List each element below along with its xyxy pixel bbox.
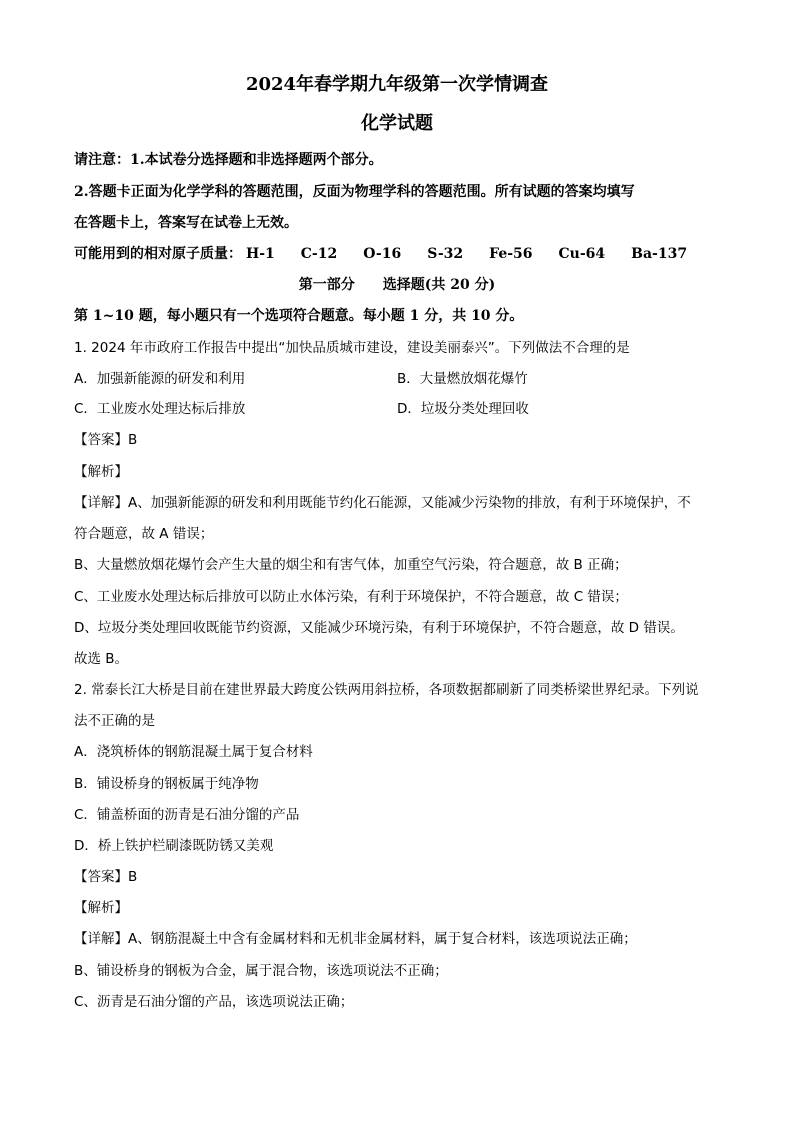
exam-subtitle: 化学试题 (361, 113, 433, 134)
question-2-option-a: A．浇筑桥体的钢筋混凝土属于复合材料 (74, 744, 313, 760)
question-1-option-d: D．垃圾分类处理回收 (397, 401, 529, 417)
question-1-option-b: B．大量燃放烟花爆竹 (397, 371, 528, 387)
question-2-option-d: D．桥上铁护栏刷漆既防锈又美观 (74, 838, 274, 854)
atomic-mass-item: H-1 (246, 246, 275, 262)
atomic-masses-label: 可能用到的相对原子质量： (74, 246, 242, 262)
section-title: 第一部分 选择题(共 20 分) (298, 277, 496, 293)
question-1-stem: 1. 2024 年市政府工作报告中提出“加快品质城市建设，建设美丽泰兴”。下列做法不合理的是 (74, 340, 630, 356)
question-1-detail-line: C、工业废水处理达标后排放可以防止水体污染，有利于环境保护，不符合题意，故 C 错误； (74, 589, 628, 605)
notice-line-1: 请注意：1.本试卷分选择题和非选择题两个部分。 (74, 152, 383, 168)
question-1-detail-line: 故选 B。 (74, 651, 129, 667)
exam-title: 2024年春学期九年级第一次学情调查 (245, 74, 549, 95)
question-1-detail-line: B、大量燃放烟花爆竹会产生大量的烟尘和有害气体，加重空气污染，符合题意，故 B 正确； (74, 557, 628, 573)
notice-line-2: 2.答题卡正面为化学学科的答题范围，反面为物理学科的答题范围。所有试题的答案均填写 (74, 184, 635, 200)
atomic-mass-item: Ba-137 (631, 246, 688, 262)
question-1-option-a: A．加强新能源的研发和利用 (74, 371, 246, 387)
question-1-detail-line: D、垃圾分类处理回收既能节约资源，又能减少环境污染，有利于环境保护，不符合题意，故 D 错误。 (74, 620, 684, 636)
question-2-option-c: C．铺盖桥面的沥青是石油分馏的产品 (74, 807, 300, 823)
question-1-analysis-label: 【解析】 (74, 464, 128, 480)
atomic-mass-item: O-16 (363, 246, 402, 262)
question-2-option-b: B．铺设桥身的钢板属于纯净物 (74, 776, 259, 792)
question-1-option-c: C．工业废水处理达标后排放 (74, 401, 246, 417)
question-1-detail-line: 【详解】A、加强新能源的研发和利用既能节约化石能源，又能减少污染物的排放，有利于环境保护，不 (74, 495, 691, 511)
atomic-mass-item: C-12 (300, 246, 338, 262)
question-2-detail-line: B、铺设桥身的钢板为合金，属于混合物，该选项说法不正确； (74, 963, 448, 979)
question-1-detail-line: 符合题意，故 A 错误； (74, 526, 214, 542)
question-2-stem-line-1: 2. 常泰长江大桥是目前在建世界最大跨度公铁两用斜拉桥，各项数据都刷新了同类桥梁世界纪录。下列说 (74, 682, 699, 698)
atomic-masses (74, 244, 724, 264)
atomic-mass-item: Fe-56 (489, 246, 533, 262)
question-2-analysis-label: 【解析】 (74, 900, 128, 916)
section-instructions: 第 1~10 题，每小题只有一个选项符合题意。每小题 1 分，共 10 分。 (74, 308, 524, 324)
question-2-stem-line-2: 法不正确的是 (74, 713, 155, 729)
notice-line-3: 在答题卡上，答案写在试卷上无效。 (74, 215, 298, 231)
atomic-mass-item: Cu-64 (558, 246, 606, 262)
question-1-answer: 【答案】B (74, 432, 138, 448)
question-2-detail-line: 【详解】A、钢筋混凝土中含有金属材料和无机非金属材料，属于复合材料，该选项说法正确； (74, 931, 637, 947)
question-2-detail-line: C、沥青是石油分馏的产品，该选项说法正确； (74, 994, 354, 1010)
question-2-answer: 【答案】B (74, 869, 138, 885)
atomic-mass-item: S-32 (427, 246, 464, 262)
